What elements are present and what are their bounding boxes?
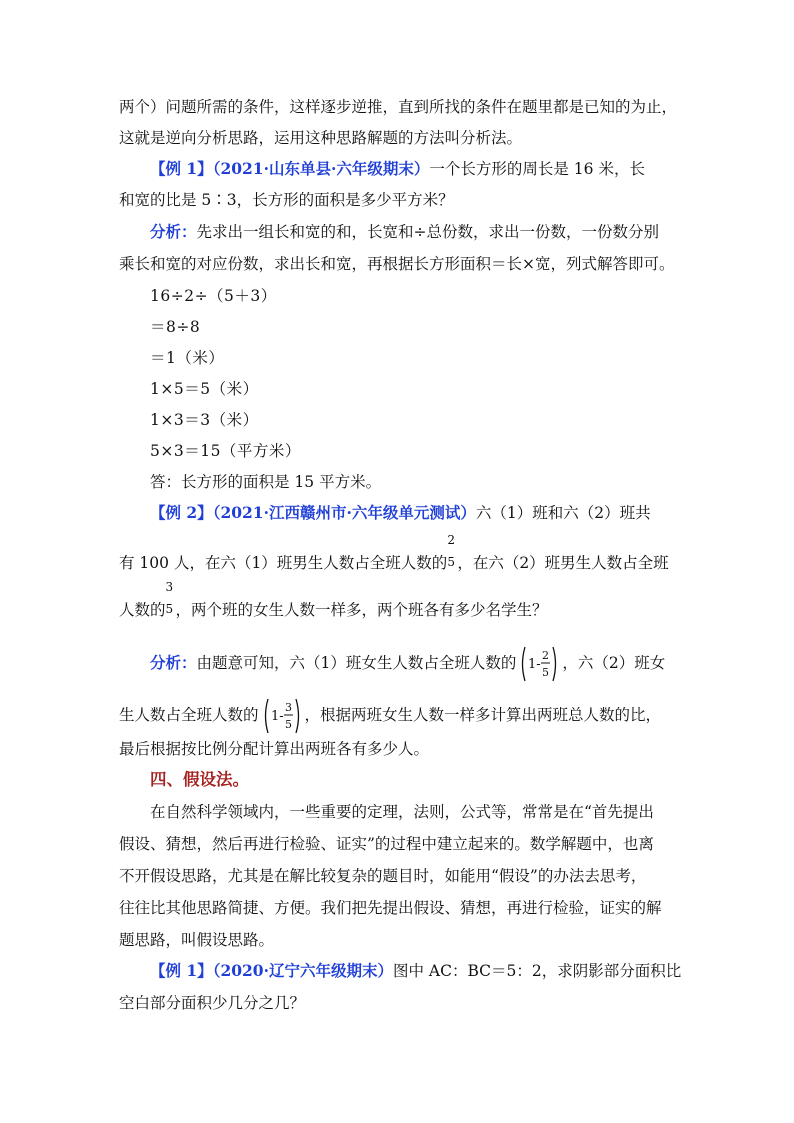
example-2-source: （2021·江西赣州市·六年级单元测试） — [212, 503, 476, 522]
section-paragraph-line-2: 假设、猜想，然后再进行检验、证实”的过程中建立起来的。数学解题中，也离 — [119, 835, 654, 853]
intro-line-1: 两个）问题所需的条件，这样逐步逆推，直到所找的条件在题里都是已知的为止， — [119, 98, 678, 116]
example-1-analysis-line-2: 乘长和宽的对应份数，求出长和宽，再根据长方形面积＝长×宽，列式解答即可。 — [119, 255, 675, 273]
example-2-analysis-line-2 — [119, 697, 679, 735]
example-2-line-1 — [150, 503, 710, 523]
example-1-step-1: 16÷2÷（5＋3） — [150, 287, 277, 305]
fraction-three-fifths — [165, 580, 176, 621]
example-1-analysis-line-1 — [150, 222, 710, 242]
one-minus-two-fifths-expression — [519, 645, 559, 683]
example-2-analysis-text-1b: ，六（2）班女 — [562, 654, 666, 672]
example-1-line-2: 和宽的比是 5∶3，长方形的面积是多少平方米？ — [119, 191, 454, 209]
example-1-analysis-text-1: 先求出一组长和宽的和，长宽和÷总份数，求出一份数，一份数分别 — [196, 223, 660, 241]
example-2-line-3-b: ，两个班的女生人数一样多，两个班各有多少名学生？ — [175, 601, 548, 619]
example-2-analysis-label: 分析： — [150, 653, 197, 672]
fraction-denominator: 5 — [165, 602, 174, 616]
example-2-question-part-1: 六（1）班和六（2）班共 — [475, 504, 651, 522]
svg-text:2: 2 — [542, 649, 550, 662]
svg-text:1-: 1- — [270, 709, 284, 724]
example-2-line-3-a: 人数的 — [119, 601, 166, 619]
example-1-step-5: 1×3＝3（米） — [150, 411, 259, 429]
section-paragraph-line-1: 在自然科学领域内，一些重要的定理，法则，公式等，常常是在“首先提出 — [150, 803, 654, 821]
example-1-question-part-1: 一个长方形的周长是 16 米，长 — [429, 160, 645, 178]
example-2-analysis-line-3: 最后根据按比例分配计算出两班各有多少人。 — [119, 740, 430, 758]
example-1-step-3: ＝1（米） — [150, 349, 225, 367]
example-2-line-3 — [119, 580, 679, 621]
example-1-line-1 — [150, 159, 710, 179]
example-1-answer: 答：长方形的面积是 15 平方米。 — [150, 473, 382, 491]
example-1-tag: 【例 1】 — [150, 159, 213, 178]
example-2-analysis-text-2b: ，根据两班女生人数一样多计算出两班总人数的比， — [304, 706, 662, 724]
svg-text:5: 5 — [542, 666, 550, 679]
example-2-tag: 【例 2】 — [150, 503, 213, 522]
fraction-two-fifths — [447, 533, 457, 574]
intro-line-2: 这就是逆向分析思路，运用这种思路解题的方法叫分析法。 — [119, 129, 523, 147]
example-3-question-part-1: 图中 AC：BC＝5：2，求阴影部分面积比 — [392, 962, 682, 980]
section-paragraph-line-3: 不开假设思路，尤其是在解比较复杂的题目时，如能用“假设”的办法去思考， — [119, 867, 647, 885]
svg-text:5: 5 — [284, 718, 292, 731]
example-2-analysis-line-1 — [150, 645, 710, 683]
fraction-numerator: 3 — [165, 580, 174, 594]
svg-text:1-: 1- — [528, 657, 542, 672]
example-2-analysis-text-2a: 生人数占全班人数的 — [119, 706, 259, 724]
example-1-analysis-label: 分析： — [150, 222, 197, 241]
example-3-line-1 — [150, 961, 710, 981]
section-paragraph-line-5: 题思路，叫假设思路。 — [119, 931, 275, 949]
section-paragraph-line-4: 往往比其他思路简捷、方便。我们把先提出假设、猜想，再进行检验，证实的解 — [119, 899, 662, 917]
example-2-line-2 — [119, 533, 679, 574]
example-1-step-4: 1×5＝5（米） — [150, 380, 259, 398]
example-1-step-6: 5×3＝15（平方米） — [150, 442, 301, 460]
example-2-line-2-b: ，在六（2）班男生人数占全班 — [457, 554, 669, 572]
example-1-source: （2021·山东单县·六年级期末） — [212, 159, 430, 178]
example-2-analysis-text-1a: 由题意可知，六（1）班女生人数占全班人数的 — [196, 654, 517, 672]
example-3-line-2: 空白部分面积少几分之几？ — [119, 994, 306, 1012]
svg-text:3: 3 — [284, 701, 292, 714]
one-minus-three-fifths-expression — [262, 697, 302, 735]
example-3-source: （2020·辽宁六年级期末） — [212, 961, 393, 980]
example-2-line-2-a: 有 100 人，在六（1）班男生人数占全班人数的 — [119, 554, 448, 572]
section-heading: 四、假设法。 — [150, 770, 249, 789]
fraction-numerator: 2 — [447, 533, 455, 547]
example-3-tag: 【例 1】 — [150, 961, 213, 980]
fraction-denominator: 5 — [447, 555, 455, 569]
example-1-step-2: ＝8÷8 — [150, 318, 201, 336]
